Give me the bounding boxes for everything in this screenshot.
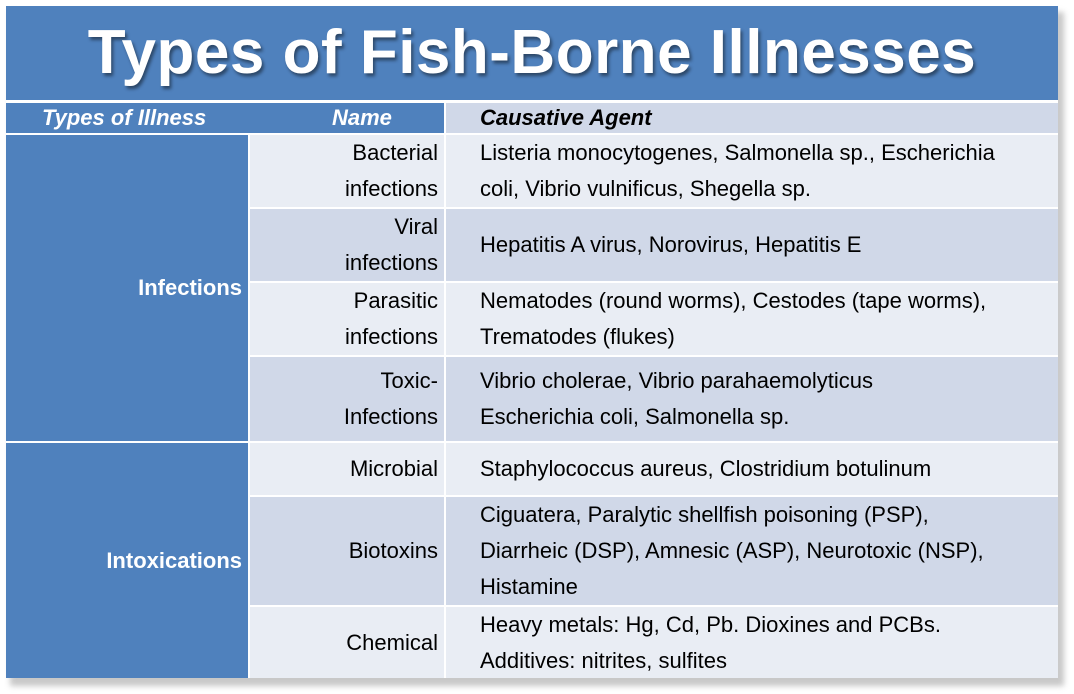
causative-agent: Nematodes (round worms), Cestodes (tape worms), Trematodes (flukes) <box>446 283 1058 357</box>
header-causative-agent: Causative Agent <box>446 103 1058 135</box>
group-infections: Infections <box>6 135 250 443</box>
causative-agent: Staphylococcus aureus, Clostridium botulinum <box>446 443 1058 497</box>
illness-table <box>6 103 1058 678</box>
illness-name: Viral infections <box>250 209 446 283</box>
group-intoxications: Intoxications <box>6 443 250 678</box>
table-row <box>6 443 1058 497</box>
illness-name: Microbial <box>250 443 446 497</box>
table-row <box>6 135 1058 209</box>
page-title: Types of Fish-Borne Illnesses <box>87 18 977 87</box>
causative-agent: Heavy metals: Hg, Cd, Pb. Dioxines and PCBs. Additives: nitrites, sulfites <box>446 607 1058 678</box>
illness-name: Parasitic infections <box>250 283 446 357</box>
illness-name: Bacterial infections <box>250 135 446 209</box>
header-name: Name <box>250 103 446 135</box>
causative-agent: Listeria monocytogenes, Salmonella sp., Escherichia coli, Vibrio vulnificus, Shegella sp. <box>446 135 1058 209</box>
causative-agent: Vibrio cholerae, Vibrio parahaemolyticus Escherichia coli, Salmonella sp. <box>446 357 1058 443</box>
causative-agent: Ciguatera, Paralytic shellfish poisoning (PSP), Diarrheic (DSP), Amnesic (ASP), Neurotoxic (NSP), Histamine <box>446 497 1058 607</box>
table-header-row <box>6 103 1058 135</box>
illness-name: Biotoxins <box>250 497 446 607</box>
causative-agent: Hepatitis A virus, Norovirus, Hepatitis E <box>446 209 1058 283</box>
slide-frame <box>6 6 1058 678</box>
illness-name: Toxic- Infections <box>250 357 446 443</box>
illness-name: Chemical <box>250 607 446 678</box>
header-types-of-illness: Types of Illness <box>6 103 250 135</box>
title-bar <box>6 6 1058 100</box>
